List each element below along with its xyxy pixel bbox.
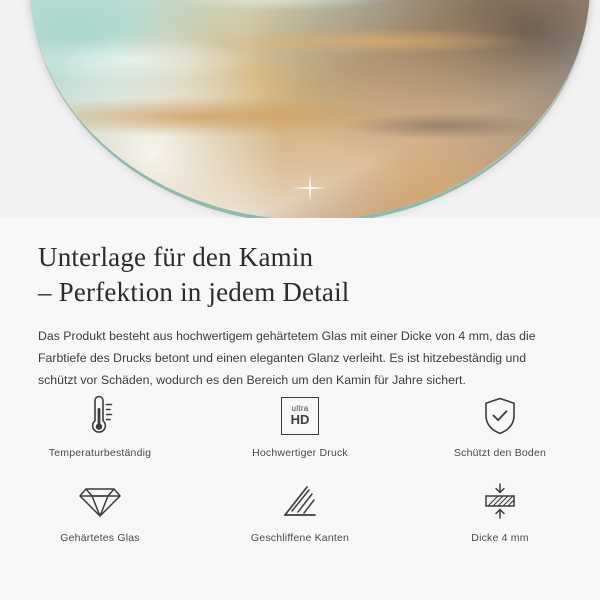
feature-label: Schützt den Boden — [453, 447, 547, 459]
feature-item-thickness — [400, 477, 600, 544]
diamond-icon — [78, 477, 122, 525]
feature-item-floor-protection — [400, 392, 600, 459]
ultra-hd-badge-top: ultra — [291, 404, 309, 414]
thickness-arrows-icon — [479, 477, 521, 525]
text-block — [0, 218, 600, 392]
hero-image — [0, 0, 600, 218]
description-paragraph: Das Produkt besteht aus hochwertigem gehärtetem Glas mit einer Dicke von 4 mm, das die Farbtiefe des Drucks betont und einen eleganten Glanz verleiht. Es ist hitzebeständig und schützt vor Schäden, wodurch es den Bereich um den Kamin für Jahre sichert. — [38, 329, 536, 387]
thermometer-icon — [79, 392, 121, 440]
glass-disc-image — [30, 0, 590, 218]
feature-label: Temperaturbeständig — [48, 447, 152, 459]
polished-edges-icon — [279, 477, 321, 525]
feature-item-polished-edges — [200, 477, 400, 544]
feature-item-temperature — [0, 392, 200, 459]
feature-label: Hochwertiger Druck — [252, 447, 348, 459]
feature-label: Geschliffene Kanten — [250, 532, 350, 544]
shield-check-icon — [480, 392, 520, 440]
feature-label: Dicke 4 mm — [471, 532, 529, 544]
headline-line-1: Unterlage für den Kamin — [38, 242, 314, 272]
ultra-hd-badge-bottom: HD — [290, 412, 310, 428]
ultra-hd-icon — [281, 392, 319, 440]
feature-label: Gehärtetes Glas — [60, 532, 140, 544]
headline-line-2: – Perfektion in jedem Detail — [38, 276, 350, 307]
page-title — [0, 240, 600, 309]
feature-item-print-quality — [200, 392, 400, 459]
feature-grid — [0, 392, 600, 544]
feature-item-tempered-glass — [0, 477, 200, 544]
